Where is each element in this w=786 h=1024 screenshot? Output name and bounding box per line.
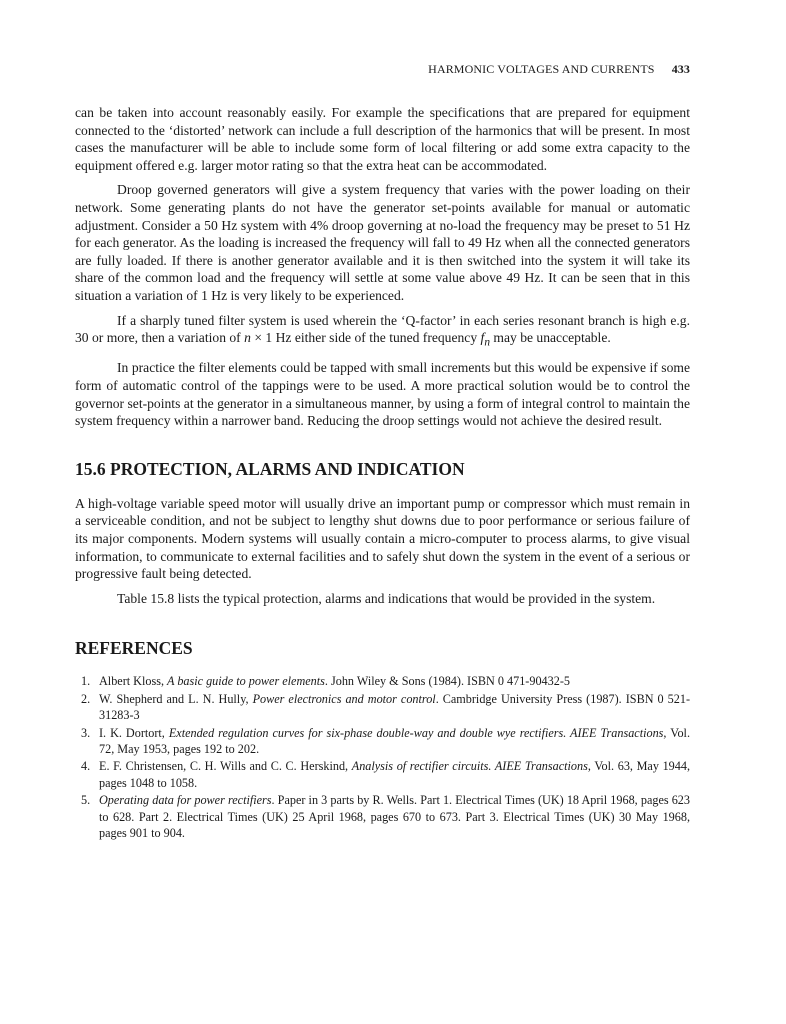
body-paragraph: Droop governed generators will give a system frequency that varies with the power loading on their network. Some generating plants do not have the generator set-points available for manual or automatic adjustment. Consider a 50 Hz system with 4% droop governing at no-load the frequency may be preset to 51 Hz for each generator. As the loading is increased the frequency will fall to 49 Hz when all the connected generators are fully loaded. If there is another generator available and it is then switched into the system it will take its share of the common load and the frequency will settle at some value above 49 Hz. It can be seen that in this situation a variation of 1 Hz is very likely to be experienced. <box>75 182 690 303</box>
math-variable: f <box>480 330 485 346</box>
reference-author: I. K. Dortort, <box>99 725 169 740</box>
reference-details: . John Wiley & Sons (1984). ISBN 0 471-90432-5 <box>324 674 570 689</box>
reference-title: Power electronics and motor control <box>252 691 436 706</box>
reference-number: 2. <box>81 691 91 706</box>
running-header <box>75 62 690 78</box>
text-run: may be unacceptable. <box>490 330 611 346</box>
reference-author: E. F. Christensen, C. H. Wills and C. C. Herskind, <box>99 759 352 774</box>
section-heading: 15.6 PROTECTION, ALARMS AND INDICATION <box>75 458 465 479</box>
reference-details: . Cambridge University Press (1987). ISBN 0 521-31283-3 <box>99 691 690 723</box>
reference-item <box>75 792 690 841</box>
math-variable: n <box>244 330 251 346</box>
reference-item <box>75 673 690 689</box>
reference-number: 3. <box>81 725 91 740</box>
reference-list <box>75 673 690 841</box>
body-paragraph: In practice the filter elements could be tapped with small increments but this would be expensive if some form of automatic control of the tappings were to be used. A more practical solution would be to control the governor set-points at the generator in a simultaneous manner, by using a form of integral control to maintain the system frequency within a narrower band. Reducing the droop settings would not achieve the desired result. <box>75 360 690 429</box>
reference-number: 4. <box>81 759 91 774</box>
body-paragraph: can be taken into account reasonably easily. For example the specifications that are prepared for equipment connected to the ‘distorted’ network can include a full description of the harmonics that will be present. In most cases the manufacturer will be able to include some form of local filtering or add some extra capacity to the equipment offered e.g. larger motor rating so that the extra heat can be accommodated. <box>75 105 690 173</box>
math-subscript: n <box>484 336 490 349</box>
reference-item <box>75 758 690 791</box>
body-paragraph: Table 15.8 lists the typical protection, alarms and indications that would be provided in the system. <box>117 590 656 606</box>
page-number: 433 <box>671 62 690 76</box>
reference-number: 5. <box>81 793 91 808</box>
reference-item <box>75 725 690 758</box>
references-heading: REFERENCES <box>75 638 193 659</box>
reference-title: Analysis of rectifier circuits. AIEE Transactions <box>351 759 588 774</box>
book-page <box>75 62 690 842</box>
reference-details: . Paper in 3 parts by R. Wells. Part 1. Electrical Times (UK) 18 April 1968, pages 623 to 628. Part 2. Electrical Times (UK) 25 April 1968, pages 670 to 673. Part 3. Electrical Times (UK) 30 May 1968, pages 901 to 904. <box>99 793 690 841</box>
reference-title: Extended regulation curves for six-phase double-way and double wye rectifiers. AIEE Transactions <box>168 725 664 740</box>
reference-details: , Vol. 72, May 1953, pages 192 to 202. <box>99 725 690 756</box>
reference-title: A basic guide to power elements <box>167 674 325 689</box>
reference-author: Albert Kloss, <box>99 674 168 689</box>
body-paragraph-q-factor <box>75 312 690 353</box>
reference-number: 1. <box>81 674 91 689</box>
running-title: HARMONIC VOLTAGES AND CURRENTS <box>428 62 655 76</box>
body-paragraph: A high-voltage variable speed motor will usually drive an important pump or compressor which must remain in a serviceable condition, and not be subject to lengthy shut downs due to poor performance or serious failure of its major components. Modern systems will usually contain a micro-computer to process alarms, to give visual information, to communicate to external facilities and to safely shut down the system in the event of a serious or progressive fault being detected. <box>75 495 690 582</box>
reference-item <box>75 691 690 724</box>
text-run: If a sharply tuned filter system is used wherein the ‘Q-factor’ in each series resonant branch is high e.g. 30 or more, then a variation of <box>75 312 690 346</box>
text-run: × 1 Hz either side of the tuned frequency <box>250 330 481 346</box>
reference-details: , Vol. 63, May 1944, pages 1048 to 1058. <box>99 759 691 790</box>
reference-author: W. Shepherd and L. N. Hully, <box>99 691 253 706</box>
reference-title: Operating data for power rectifiers <box>99 793 272 808</box>
